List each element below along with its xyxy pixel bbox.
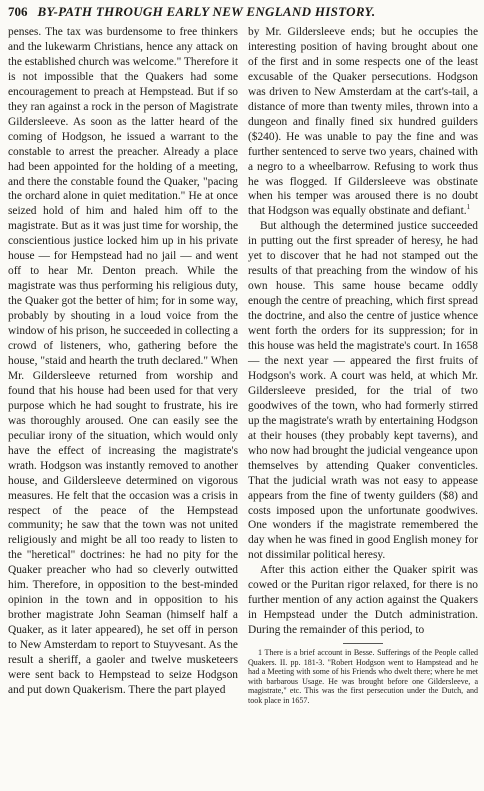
- body-paragraph: [248, 25, 478, 219]
- footnote-marker: 1: [466, 203, 471, 212]
- left-column: [8, 25, 238, 698]
- page-number: 706: [8, 4, 28, 19]
- page-header: [8, 4, 478, 24]
- running-title: BY-PATH THROUGH EARLY NEW ENGLAND HISTORY.: [37, 4, 376, 19]
- body-paragraph: But although the determined justice succeeded in putting out the first spreader of heresy, he had yet to discover that he had not stamped out the results of that preaching from the window of his own house. This same house became oddly enough the centre of preaching, which first spread the doctrine, and also the centre of justice whence went forth the orders for its suppression; for in this house was held the magistrate's court. In 1658 — the next year — appeared the first fruits of Hodgson's work. A court was held, at which Mr. Gildersleeve presided, for the trial of two goodwives of the town, who had formerly stirred up the magistrate's wrath by entertaining Hodgson at their houses (they probably kept taverns), and who now had brought the judicial vengeance upon themselves by attending Quaker conventicles. That the judicial wrath was not easy to appease appears from the fine of twenty guilders ($8) and costs imposed upon the unfortunate goodwives. One wonders if the magistrate remembered the day when he was fined in good English money for not dissimilar political heresy.: [248, 220, 478, 562]
- footnote: 1 There is a brief account in Besse. Sufferings of the People called Quakers. II. pp. 181-3. "Robert Hodgson went to Hampstead and he had a Meeting with some of his Friends who dwelt there; where he met with barbarous Usage. He was brought before one Gildersleeve, a magistrate," etc. This was the first persecution under the Dutch, and took place in 1657.: [248, 648, 478, 705]
- footnote-divider: [343, 643, 383, 644]
- body-paragraph: penses. The tax was burdensome to free thinkers and the lukewarm Christians, hence any attack on the established church was welcome." Therefore it is not impossible that the Quakers had some encouragement to preach at Hempstead. But if so they ran against a rock in the person of Magistrate Gildersleeve. As soon as the latter heard of the coming of Hodgson, he issued a warrant to the constable to arrest the preacher. Already a place had been appointed for the holding of a meeting, and there the constable found the Quaker, "pacing the orchard alone in quiet meditation." He at once seized hold of him and haled him off to the magistrate. But as it was just time for worship, the conscientious justice locked him up in his private house — for Hempstead had no jail — and went off to hear Mr. Denton preach. While the magistrate was thus performing his religious duty, the Quaker got the better of him; for in some way, probably by shouting in a loud voice from the window of his prison, he succeeded in collecting a crowd of listeners, who, gathering before the house, "staid and hearth the truth declared." When Mr. Gildersleeve returned from worship and found that his house had been used for that very purpose which he had sought to frustrate, his ire was thoroughly aroused. One can easily see the peculiar irony of the situation, which would only have the effect of increasing the magistrate's wrath. Hodgson was instantly removed to another house, and Gildersleeve determined on vigorous measures. He felt that the occasion was a crisis in respect of the peace of the Hempstead community; he saw that the town was not united religiously and might be all too ready to listen to the "heretical" doctrines: he had no pity for the Quaker preacher who had so cleverly outwitted him. Therefore, in opposition to the best-minded opinion in the town and in opposition to his brother magistrate John Seaman (himself half a Quaker, as it later appeared), he set off in person to New Amsterdam to report to Stuyvesant. As the result a sheriff, a gaoler and twelve musketeers were sent back to Hempstead to seize Hodgson and put down Quakerism. There the part played: [8, 26, 238, 696]
- paragraph-text: by Mr. Gildersleeve ends; but he occupies the interesting position of having brought about one of the first and in some respects one of the least excusable of the Quaker persecutions. Hodgson was driven to New Amsterdam at the cart's-tail, a distance of more than twenty miles, thrown into a dungeon and finally fined six hundred guilders ($240). He was unable to pay the fine and was further sentenced to serve two years, chained with a negro to a wheelbarrow. Refusing to work thus he was flogged. If Gildersleeve was obstinate when his temper was aroused there is no doubt that Hodgson was equally obstinate and defiant.: [248, 26, 478, 218]
- right-column: [248, 25, 478, 705]
- body-paragraph: After this action either the Quaker spirit was cowed or the Puritan rigor relaxed, for there is no further mention of any action against the Quakers in Hempstead under the Dutch administration. During the remainder of this period, to: [248, 564, 478, 637]
